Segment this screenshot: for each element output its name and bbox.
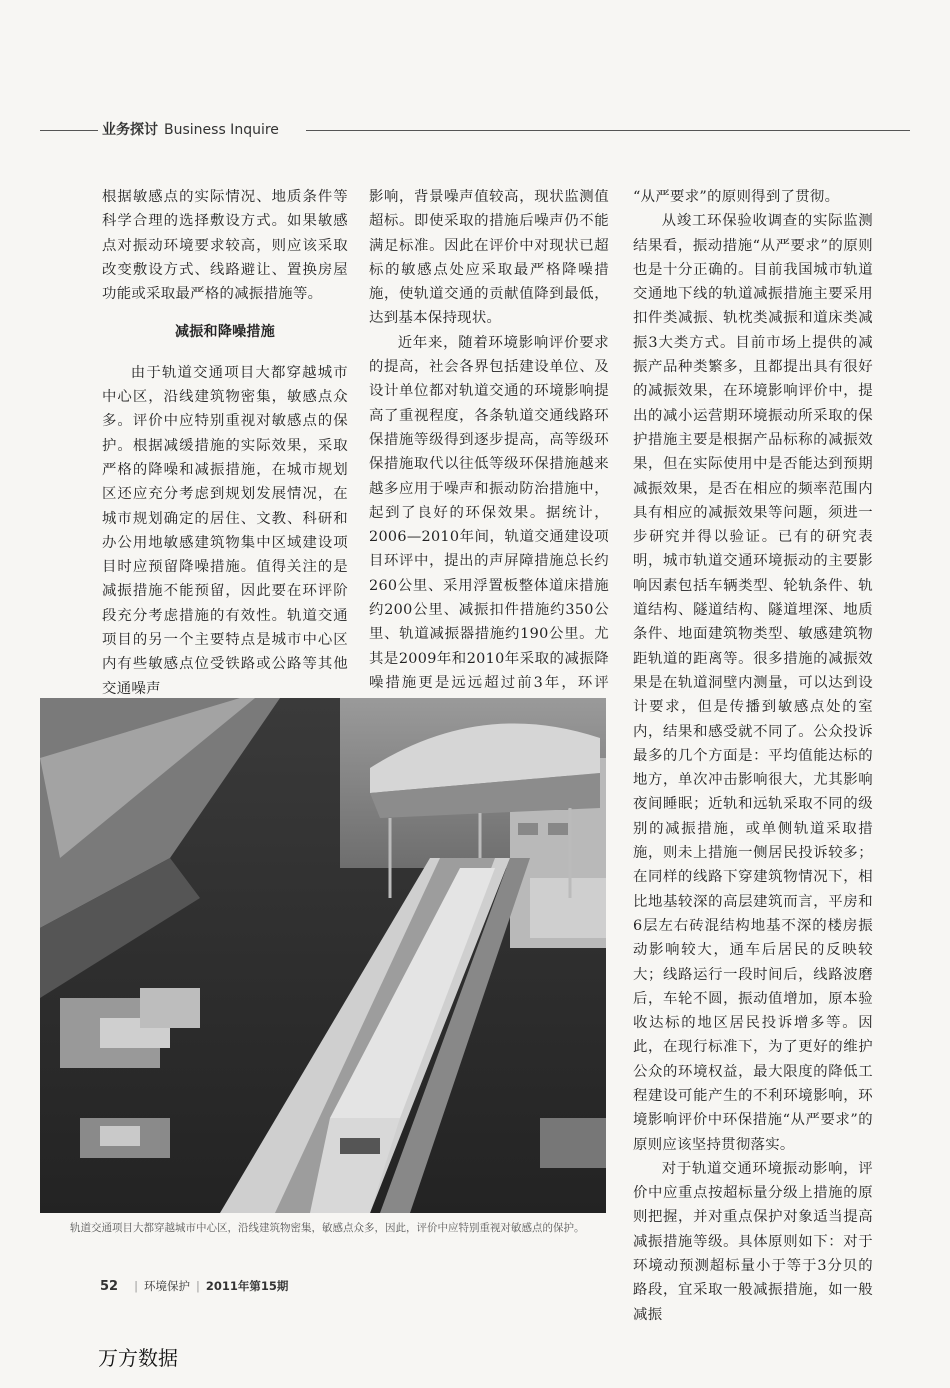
section-label <box>102 119 279 139</box>
issue-label: 2011年第15期 <box>205 1279 289 1293</box>
page-number: 52 <box>100 1279 119 1294</box>
section-heading: 减振和降噪措施 <box>174 324 276 341</box>
col3-paragraph-1: “从严要求”的原则得到了贯彻。 <box>633 189 840 205</box>
magazine-name: 环境保护 <box>143 1279 190 1293</box>
footer-separator: | <box>195 1279 200 1293</box>
column-2 <box>369 185 609 720</box>
section-label-en: Business Inquire <box>164 122 279 138</box>
metro-photo-illustration <box>40 698 606 1213</box>
col2-paragraph-1: 影响，背景噪声值较高，现状监测值超标。即使采取的措施后噪声仍不能满足标准。因此在评价中对现状已超标的敏感点处应采取最严格降噪措施，使轨道交通的贡献值降到最低，达到基本保持现状。 <box>369 189 609 327</box>
footer-separator: | <box>134 1279 138 1293</box>
column-1 <box>102 185 348 701</box>
metro-photo <box>40 698 606 1213</box>
col2-paragraph-2: 近年来，随着环境影响评价要求的提高，社会各界包括建设单位、及设计单位都对轨道交通的环境影响提高了重视程度，各条轨道交通线路环保措施等级得到逐步提高，高等级环保措施取代以往低等级环保措施越来越多应用于噪声和振动防治措施中，起到了良好的环保效果。据统计，2006—2010年间，轨道交通建设项目环评中，提出的声屏障措施总长约260公里、采用浮置板整体道床措施约200公里、减振扣件措施约350公里、轨道减振器措施约190公里。尤其是2009年和2010年采取的减振降噪措施更是远远超过前3年，环评 <box>369 334 609 691</box>
header-rule-right <box>306 130 910 131</box>
column-3 <box>633 185 873 1327</box>
col1-paragraph-2: 由于轨道交通项目大都穿越城市中心区，沿线建筑物密集，敏感点众多。评价中应特别重视对敏感点的保护。根据减缓措施的实际效果，采取严格的降噪和减振措施，在城市规划区还应充分考虑到规划发展情况，在城市规划确定的居住、文教、科研和办公用地敏感建筑物集中区域建设项目时应预留降噪措施。值得关注的是减振措施不能预留，因此要在环评阶段充分考虑措施的有效性。轨道交通项目的另一个主要特点是城市中心区内有些敏感点位受铁路或公路等其他交通噪声 <box>102 364 348 697</box>
photo-caption: 轨道交通项目大都穿越城市中心区，沿线建筑物密集，敏感点众多，因此，评价中应特别重视对敏感点的保护。 <box>70 1222 585 1234</box>
col3-paragraph-2: 从竣工环保验收调查的实际监测结果看，振动措施“从严要求”的原则也是十分正确的。目前我国城市轨道交通地下线的轨道减振措施主要采用扣件类减振、轨枕类减振和道床类减振3大类方式。目前市场上提供的减振产品种类繁多，且都提出具有很好的减振效果，在环境影响评价中，提出的减小运营期环境振动所采取的保护措施主要是根据产品标称的减振效果，但在实际使用中是否能达到预期减振效果，是否在相应的频率范围内具有相应的减振效果等问题，须进一步研究并得以验证。已有的研究表明，城市轨道交通环境振动的主要影响因素包括车辆类型、轮轨条件、轨道结构、隧道结构、隧道埋深、地质条件、地面建筑物类型、敏感建筑物距轨道的距离等。很多措施的减振效果是在轨道洞壁内测量，可以达到设计要求，但是传播到敏感点处的室内，结果和感受就不同了。公众投诉最多的几个方面是：平均值能达标的地方，单次冲击影响很大，尤其影响夜间睡眠；近轨和远轨采取不同的级别的减振措施，或单侧轨道采取措施，则未上措施一侧居民投诉较多；在同样的线路下穿建筑物情况下，相比地基较深的高层建筑而言，平房和6层左右砖混结构地基不深的楼房振动影响较大，通车后居民的反映较大；线路运行一段时间后，线路波磨后，车轮不圆，振动值增加，原本验收达标的地区居民投诉增多等。因此，在现行标准下，为了更好的维护公众的环境权益，最大限度的降低工程建设可能产生的不利环境影响，环境影响评价中环保措施“从严要求”的原则应该坚持贯彻落实。 <box>633 213 873 1153</box>
header-rule-left <box>40 130 98 131</box>
section-label-cn: 业务探讨 <box>102 122 158 138</box>
watermark: 万方数据 <box>98 1346 178 1370</box>
page-footer <box>100 1278 288 1294</box>
col3-paragraph-3: 对于轨道交通环境振动影响，评价中应重点按超标量分级上措施的原则把握，并对重点保护对象适当提高减振措施等级。具体原则如下：对于环境动预测超标量小于等于3分贝的路段，宜采取一般减振措施，如一般减振 <box>633 1160 873 1323</box>
col1-paragraph-1: 根据敏感点的实际情况、地质条件等科学合理的选择敷设方式。如果敏感点对振动环境要求较高，则应该采取改变敷设方式、线路避让、置换房屋功能或采取最严格的减振措施等。 <box>102 189 348 303</box>
